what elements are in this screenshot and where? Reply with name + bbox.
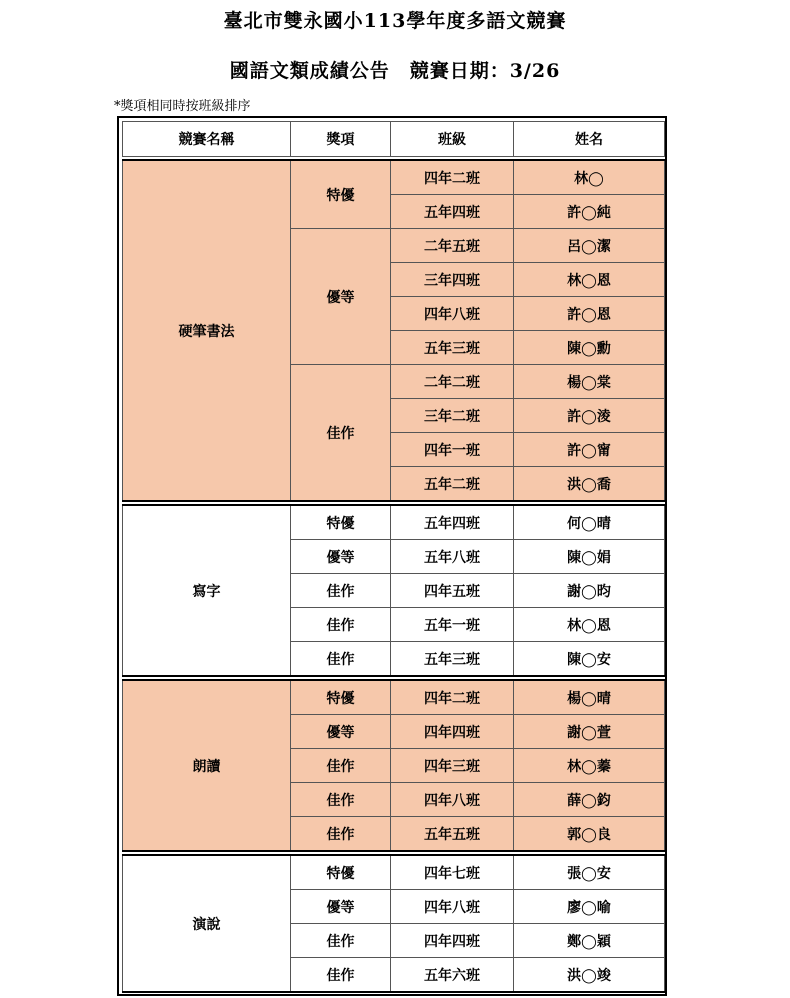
- class-cell: 三年四班: [391, 263, 514, 297]
- award-cell: 佳作: [291, 817, 391, 852]
- class-cell: 二年二班: [391, 365, 514, 399]
- student-name-cell: 楊◯晴: [514, 680, 665, 715]
- class-cell: 五年三班: [391, 642, 514, 677]
- award-cell: 特優: [291, 680, 391, 715]
- student-name-cell: 許◯恩: [514, 297, 665, 331]
- class-cell: 五年四班: [391, 195, 514, 229]
- award-cell: 佳作: [291, 958, 391, 993]
- header-competition: 競賽名稱: [123, 122, 291, 157]
- class-cell: 五年五班: [391, 817, 514, 852]
- award-cell: 佳作: [291, 749, 391, 783]
- class-cell: 四年五班: [391, 574, 514, 608]
- sorting-note: *獎項相同時按班級排序: [114, 99, 251, 114]
- class-cell: 三年二班: [391, 399, 514, 433]
- student-name-cell: 洪◯喬: [514, 467, 665, 502]
- page-title: 臺北市雙永國小113學年度多語文競賽: [223, 10, 567, 32]
- student-name-cell: 林◯恩: [514, 608, 665, 642]
- student-name-cell: 謝◯昀: [514, 574, 665, 608]
- award-cell: 佳作: [291, 608, 391, 642]
- class-cell: 五年一班: [391, 608, 514, 642]
- student-name-cell: 林◯: [514, 160, 665, 195]
- class-cell: 四年七班: [391, 855, 514, 890]
- class-cell: 四年二班: [391, 160, 514, 195]
- class-cell: 四年八班: [391, 783, 514, 817]
- student-name-cell: 林◯恩: [514, 263, 665, 297]
- award-cell: 優等: [291, 229, 391, 365]
- class-cell: 五年二班: [391, 467, 514, 502]
- award-cell: 特優: [291, 505, 391, 540]
- student-name-cell: 陳◯娟: [514, 540, 665, 574]
- table-row: [123, 160, 665, 195]
- page-subtitle: 國語文類成績公告 競賽日期：3/26: [229, 60, 561, 82]
- student-name-cell: 何◯晴: [514, 505, 665, 540]
- student-name-cell: 謝◯萱: [514, 715, 665, 749]
- award-cell: 佳作: [291, 783, 391, 817]
- student-name-cell: 楊◯棠: [514, 365, 665, 399]
- award-cell: 優等: [291, 715, 391, 749]
- table-row: [123, 505, 665, 540]
- award-cell: 佳作: [291, 642, 391, 677]
- award-cell: 優等: [291, 540, 391, 574]
- class-cell: 四年四班: [391, 715, 514, 749]
- student-name-cell: 林◯蓁: [514, 749, 665, 783]
- competition-name-cell: 朗讀: [123, 680, 291, 851]
- header-award: 獎項: [291, 122, 391, 157]
- student-name-cell: 張◯安: [514, 855, 665, 890]
- class-cell: 四年四班: [391, 924, 514, 958]
- award-cell: 佳作: [291, 924, 391, 958]
- student-name-cell: 鄭◯穎: [514, 924, 665, 958]
- student-name-cell: 呂◯潔: [514, 229, 665, 263]
- student-name-cell: 許◯純: [514, 195, 665, 229]
- header-class: 班級: [391, 122, 514, 157]
- header-row: [123, 122, 665, 157]
- award-cell: 優等: [291, 890, 391, 924]
- class-cell: 四年二班: [391, 680, 514, 715]
- class-cell: 四年八班: [391, 297, 514, 331]
- class-cell: 五年四班: [391, 505, 514, 540]
- competition-name-cell: 演說: [123, 855, 291, 992]
- competition-name-cell: 硬筆書法: [123, 160, 291, 501]
- class-cell: 四年三班: [391, 749, 514, 783]
- student-name-cell: 薛◯鈞: [514, 783, 665, 817]
- table-row: [123, 680, 665, 715]
- student-name-cell: 陳◯安: [514, 642, 665, 677]
- student-name-cell: 郭◯良: [514, 817, 665, 852]
- award-cell: 特優: [291, 160, 391, 229]
- student-name-cell: 許◯甯: [514, 433, 665, 467]
- award-cell: 佳作: [291, 365, 391, 502]
- class-cell: 五年八班: [391, 540, 514, 574]
- student-name-cell: 廖◯喻: [514, 890, 665, 924]
- class-cell: 五年三班: [391, 331, 514, 365]
- results-table: [122, 121, 665, 993]
- class-cell: 二年五班: [391, 229, 514, 263]
- award-cell: 特優: [291, 855, 391, 890]
- results-body: [123, 157, 665, 993]
- class-cell: 五年六班: [391, 958, 514, 993]
- header-student: 姓名: [514, 122, 665, 157]
- table-row: [123, 855, 665, 890]
- competition-name-cell: 寫字: [123, 505, 291, 676]
- student-name-cell: 洪◯竣: [514, 958, 665, 993]
- class-cell: 四年八班: [391, 890, 514, 924]
- award-cell: 佳作: [291, 574, 391, 608]
- class-cell: 四年一班: [391, 433, 514, 467]
- student-name-cell: 陳◯勳: [514, 331, 665, 365]
- student-name-cell: 許◯淩: [514, 399, 665, 433]
